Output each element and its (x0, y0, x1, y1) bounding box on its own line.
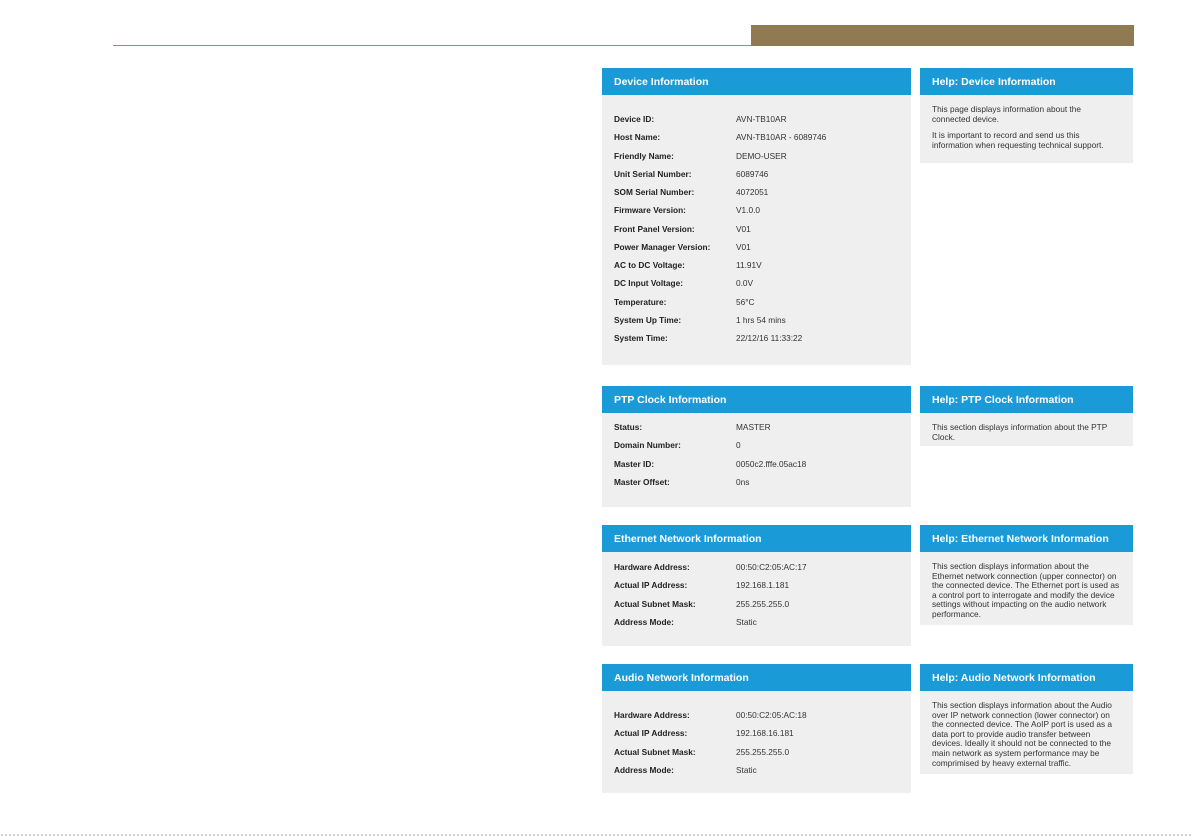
audio-network-information-panel (602, 664, 911, 793)
help-ethernet-network-information-header: Help: Ethernet Network Information (920, 525, 1133, 552)
info-row (614, 613, 911, 631)
device-information-header: Device Information (602, 68, 911, 95)
info-row (614, 183, 911, 201)
row-value: 192.168.16.181 (736, 728, 794, 739)
ptp-clock-information-header: PTP Clock Information (602, 386, 911, 413)
row-value: DEMO-USER (736, 150, 787, 161)
info-row (614, 706, 911, 724)
row-label: Friendly Name: (614, 150, 674, 161)
row-label: Master Offset: (614, 476, 670, 487)
row-label: Firmware Version: (614, 205, 686, 216)
row-label: Unit Serial Number: (614, 168, 692, 179)
row-label: System Up Time: (614, 314, 682, 325)
info-row (614, 595, 911, 613)
audio-network-information-header: Audio Network Information (602, 664, 911, 691)
help-device-information-header: Help: Device Information (920, 68, 1133, 95)
info-row (614, 436, 911, 454)
row-label: Front Panel Version: (614, 223, 695, 234)
row-value: 22/12/16 11:33:22 (736, 333, 803, 344)
row-value: V01 (736, 223, 751, 234)
ptp-clock-information-panel (602, 386, 911, 507)
row-value: 192.168.1.181 (736, 580, 790, 591)
help-ethernet-network-information-panel (920, 525, 1133, 625)
row-label: Domain Number: (614, 440, 681, 451)
info-row (614, 256, 911, 274)
help-paragraph: This section displays information about the Audio over IP network connection (lower connector) on the connected device. The AoIP port is used as a data port to provide audio transfer between devices. Ideally it should not be connected to the main network as system performance may be comprimised by heavy external traffic. (932, 700, 1113, 768)
row-value: 4072051 (736, 187, 769, 198)
help-paragraph: This page displays information about the connected device. (932, 104, 1081, 124)
row-label: Actual IP Address: (614, 580, 688, 591)
row-value: 255.255.255.0 (736, 598, 790, 609)
row-label: Actual Subnet Mask: (614, 746, 696, 757)
row-value: 00:50:C2:05:AC:17 (736, 562, 807, 573)
row-value: V1.0.0 (736, 205, 760, 216)
ethernet-network-information-panel (602, 525, 911, 646)
row-label: Status: (614, 422, 643, 433)
row-value: 255.255.255.0 (736, 746, 790, 757)
info-row (614, 238, 911, 256)
row-value: 6089746 (736, 168, 769, 179)
row-label: Power Manager Version: (614, 241, 711, 252)
info-row (614, 201, 911, 219)
row-value: MASTER (736, 422, 771, 433)
help-ptp-clock-information-panel (920, 386, 1133, 446)
row-label: AC to DC Voltage: (614, 260, 685, 271)
info-row (614, 165, 911, 183)
row-value: 00:50:C2:05:AC:18 (736, 710, 807, 721)
help-audio-network-information-panel (920, 664, 1133, 774)
info-row (614, 274, 911, 292)
row-label: SOM Serial Number: (614, 187, 695, 198)
info-row (614, 418, 911, 436)
help-paragraph: It is important to record and send us this information when requesting technical support. (932, 130, 1104, 150)
page-bottom-dotted-line (0, 833, 1192, 837)
ethernet-network-information-header: Ethernet Network Information (602, 525, 911, 552)
row-value: V01 (736, 241, 751, 252)
info-row (614, 724, 911, 742)
row-value: 11.91V (736, 260, 762, 271)
row-label: Actual Subnet Mask: (614, 598, 696, 609)
info-row (614, 558, 911, 576)
row-label: Host Name: (614, 132, 661, 143)
info-row (614, 743, 911, 761)
row-value: Static (736, 764, 757, 775)
row-value: 0 (736, 440, 741, 451)
row-value: AVN-TB10AR (736, 114, 787, 125)
row-value: Static (736, 616, 757, 627)
info-row (614, 455, 911, 473)
row-label: Address Mode: (614, 616, 674, 627)
info-row (614, 329, 911, 347)
help-audio-network-information-header: Help: Audio Network Information (920, 664, 1133, 691)
row-value: 0ns (736, 476, 750, 487)
help-paragraph: This section displays information about the Ethernet network connection (upper connector) on the connected device. The Ethernet port is used as a control port to interrogate and modify the device settings without impacting on the audio network performance. (932, 561, 1120, 619)
row-label: DC Input Voltage: (614, 278, 683, 289)
info-row (614, 220, 911, 238)
info-row (614, 576, 911, 594)
row-value: 56°C (736, 296, 755, 307)
row-label: Master ID: (614, 458, 655, 469)
info-row (614, 128, 911, 146)
row-value: 0.0V (736, 278, 754, 289)
top-accent-bar (751, 25, 1134, 46)
device-information-panel (602, 68, 911, 365)
row-value: AVN-TB10AR - 6089746 (736, 132, 827, 143)
row-label: Address Mode: (614, 764, 674, 775)
info-row (614, 311, 911, 329)
info-row (614, 761, 911, 779)
info-row (614, 293, 911, 311)
row-label: Device ID: (614, 114, 655, 125)
row-label: Hardware Address: (614, 710, 690, 721)
help-paragraph: This section displays information about the PTP Clock. (932, 422, 1108, 442)
help-ptp-clock-information-header: Help: PTP Clock Information (920, 386, 1133, 413)
help-device-information-panel (920, 68, 1133, 163)
info-row (614, 473, 911, 491)
row-value: 0050c2.fffe.05ac18 (736, 458, 807, 469)
row-label: Hardware Address: (614, 562, 690, 573)
row-label: System Time: (614, 333, 668, 344)
row-label: Actual IP Address: (614, 728, 688, 739)
row-label: Temperature: (614, 296, 667, 307)
info-row (614, 110, 911, 128)
info-row (614, 147, 911, 165)
row-value: 1 hrs 54 mins (736, 314, 786, 325)
